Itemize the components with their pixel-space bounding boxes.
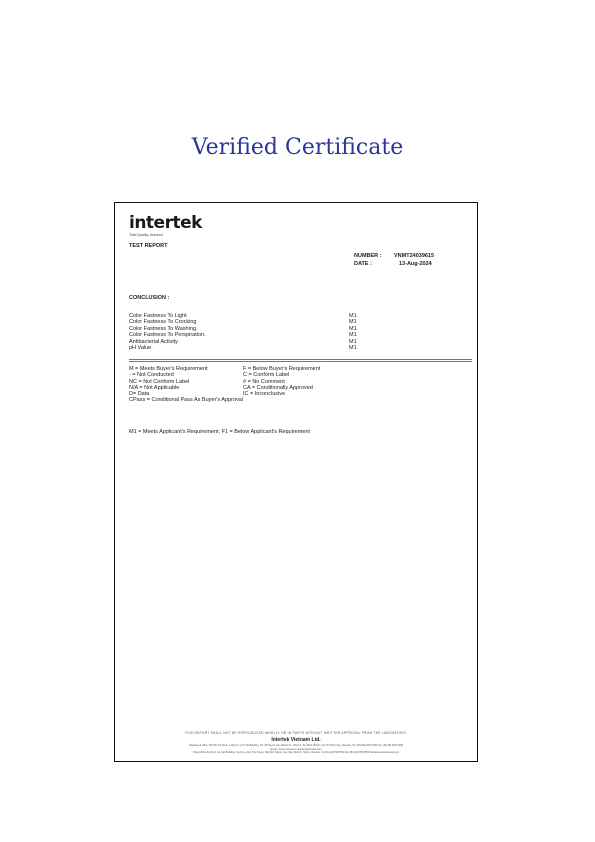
page-title: Verified Certificate xyxy=(191,135,404,160)
result-name: Color Fastness To Washing. xyxy=(129,325,198,332)
result-name: Color Fastness To Crocking xyxy=(129,319,197,326)
footer-address-line: Registered office: 5th-6th-7th Floor, Lobby D, E.O.H.D Building, No. 38 Huynh Lan Khanh St., Ward 2, Tan Binh District, Ho Chi Minh City, Vietnam. Tel: (84-28) 62971099 Fax: (84-28) 62971098 xyxy=(189,744,403,748)
conclusion-heading: CONCLUSION : xyxy=(129,295,170,301)
report-number-row xyxy=(354,253,434,261)
conclusion-results xyxy=(129,313,472,351)
legend-item: - = Not Conducted xyxy=(129,372,174,379)
result-value: M1 xyxy=(349,345,357,352)
legend-item: # = No Comment xyxy=(243,378,285,385)
legend-item: F = Below Buyer's Requirement xyxy=(243,366,321,372)
legend-item: M = Meets Buyer's Requirement xyxy=(129,366,208,372)
report-type: TEST REPORT xyxy=(129,243,168,249)
result-name: Antibacterial Activity xyxy=(129,338,178,345)
result-value: M1 xyxy=(349,332,357,339)
result-name: Color Fastness To Perspiration. xyxy=(129,332,206,339)
result-value: M1 xyxy=(349,325,357,332)
result-name: Color Fastness To Light xyxy=(129,313,187,319)
result-value: M1 xyxy=(349,338,357,345)
legend-item: N/A = Not Applicable xyxy=(129,384,180,391)
footer-company: Intertek Vietnam Ltd. xyxy=(271,737,321,744)
report-date-value: 13-Aug-2024 xyxy=(399,260,432,267)
legend-item: IC = Inconclusive xyxy=(243,391,286,398)
legend-item: NC = Not Conform Label xyxy=(129,378,190,385)
legend-row xyxy=(129,397,429,403)
legend-item: CPass = Conditional Pass As Buyer's Approval xyxy=(129,397,244,404)
report-number-value: VNMT24039615 xyxy=(394,253,435,259)
result-name: pH Value. xyxy=(129,345,153,352)
result-value: M1 xyxy=(349,319,357,326)
intertek-logo: intertek xyxy=(129,213,202,233)
report-number-label: NUMBER : xyxy=(354,253,382,259)
footer-email-line: Email: consumergoods.vietnam@intertek.com xyxy=(270,747,322,751)
double-divider xyxy=(129,359,472,362)
abbreviation-legend xyxy=(129,366,429,404)
m1-note: M1 = Meets Applicant's Requirement; F1 = Below Applicant's Requirement xyxy=(129,429,310,435)
legend-item: CA = Conditionally Approved xyxy=(243,384,313,391)
result-row xyxy=(129,345,472,351)
result-value: M1 xyxy=(349,313,357,319)
footer-disclaimer: THIS REPORT SHALL NOT BE REPRODUCED WHOLLY OR IN PARTS WITHOUT WRITTEN APPROVAL FROM THE LABORATORY. xyxy=(184,731,408,736)
legend-item: C = Conform Label xyxy=(243,372,290,379)
test-report-document xyxy=(114,202,478,762)
legend-item: D= Data xyxy=(129,391,150,398)
footer-hanoi-line: Hanoi office 3rd floor, Au Viet Building, No.01 Le Duc Tho Street, Mai Dich Ward, Cau Giay District, Hanoi, Vietnam. Tel:(84-24)37937994 Fax:(84-24)37937995 Website:www.intertek.com xyxy=(192,751,400,755)
report-date-row xyxy=(354,261,434,269)
report-date-label: DATE : xyxy=(354,260,372,267)
logo-tagline: Total Quality. Assured. xyxy=(129,233,164,237)
report-footer xyxy=(121,731,471,755)
report-meta xyxy=(354,253,434,268)
